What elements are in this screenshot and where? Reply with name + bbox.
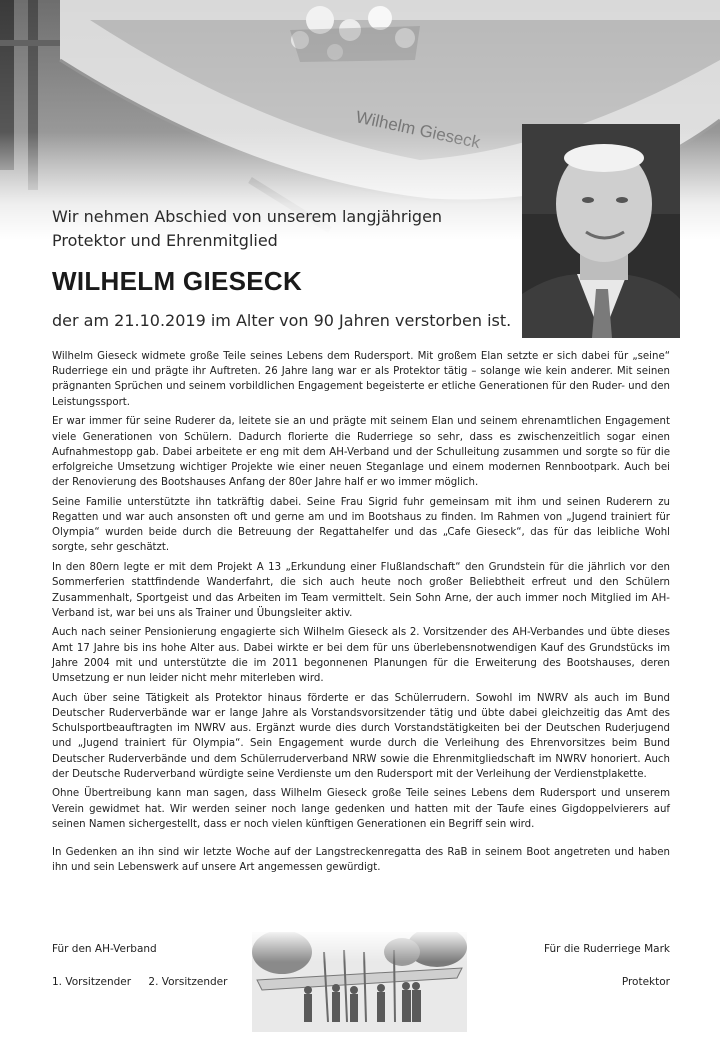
obituary-text	[52, 349, 670, 880]
signature-role: 2. Vorsitzender	[148, 976, 228, 988]
signature-org-right: Für die Ruderriege Mark	[544, 943, 670, 955]
intro-line: Wir nehmen Abschied von unserem langjährigen	[52, 207, 443, 226]
crew-photo	[252, 932, 467, 1032]
death-notice-line: der am 21.10.2019 im Alter von 90 Jahren verstorben ist.	[52, 311, 512, 330]
signature-org-left: Für den AH-Verband	[52, 943, 157, 955]
paragraph: Ohne Übertreibung kann man sagen, dass Wilhelm Gieseck große Teile seines Lebens dem Rudersport und unserem Verein gewidmet hat. Wir werden seiner noch lange gedenken und hatten mit der Taufe eines Gigdoppelvierers auf seinen Namen sichergestellt, dass er noch vielen künftigen Generationen ein Begriff sein wird.	[52, 788, 670, 830]
paragraph: Auch über seine Tätigkeit als Protektor hinaus förderte er das Schülerrudern. Sowohl im NWRV als auch im Bund Deutscher Ruderverbände war er lange Jahre als Vorstandsvorsitzender tätig und übte dabei gleichzeitig das Amt des Schulsportbeauftragten im NWRV aus. Ergänzt wurde dies durch Vorstandstätigkeiten bei der Deutschen Ruderjugend und „Jugend trainiert für Olympia“. Sein Engagement wurde durch die Verleihung des Ehrenvorsitzes beim Bund Deutscher Ruderverbände und dem Schülerruderverband NRW sowie die Ehrenmitgliedschaft im NWRV honoriert. Auch der Deutsche Ruderverband würdigte seine Verdienste um den Rudersport mit der Verleihung der Verdienstplakette.	[52, 692, 670, 780]
paragraph: Auch nach seiner Pensionierung engagierte sich Wilhelm Gieseck als 2. Vorsitzender des AH-Verbandes und übte dieses Amt 17 Jahre bis ins hohe Alter aus. Dabei wirkte er bei dem für uns überlebensnotwendigen Kauf des Grundstücks im Jahre 2004 mit und unterstützte die im 2011 begonnenen Planungen für die Erweiterung des Bootshauses, deren Umsetzung er nun leider nicht mehr miterleben wird.	[52, 627, 670, 685]
paragraph: Er war immer für seine Ruderer da, leitete sie an und prägte mit seinem Elan und seinem ehrenamtlichen Engagement viele Generationen von Schülern. Dadurch florierte die Ruderriege so sehr, dass es zwischenzeitlich sogar einen Aufnahmestopp gab. Dabei arbeitete er eng mit dem AH-Verband und der Schulleitung zusammen und sorgte so für die erfolgreiche Umsetzung wichtiger Projekte wie einer neuen Steganlage und einem modernen Rennbootpark. Auch bei der Renovierung des Bootshauses Anfang der 80er Jahre half er wo immer möglich.	[52, 416, 670, 489]
deceased-name: WILHELM GIESECK	[52, 266, 303, 296]
signature-role-right: Protektor	[621, 976, 670, 988]
paragraph: Wilhelm Gieseck widmete große Teile seines Lebens dem Rudersport. Mit großem Elan setzte er sich dabei für „seine“ Ruderriege ein und prägte ihr Auftreten. 26 Jahre lang war er als Protektor tätig – solange wie kein anderer. Mit seinen prägnanten Sprüchen und seinem vorbildlichen Engagement begeisterte er etliche Generationen für den Ruder- und den Leistungssport.	[52, 351, 670, 408]
paragraph: Seine Familie unterstützte ihn tatkräftig dabei. Seine Frau Sigrid fuhr gemeinsam mit ihm und seinen Ruderern zu Regatten und war auch ansonsten oft und gerne am und im Bootshaus zu finden. Im Rahmen von „Jugend trainiert für Olympia“ wurden beide durch die Betreuung der Regattahelfer und das „Cafe Gieseck“, das für das leibliche Wohl sorgte, sehr geschätzt.	[52, 496, 670, 554]
portrait-photo	[522, 124, 680, 338]
paragraph: In Gedenken an ihn sind wir letzte Woche auf der Langstreckenregatta des RaB in seinem Boot angetreten und haben ihn und sein Lebenswerk auf unsere Art angemessen gewürdigt.	[52, 847, 670, 874]
intro-line: Protektor und Ehrenmitglied	[52, 231, 278, 250]
signature-roles-left	[52, 976, 241, 988]
signature-role: 1. Vorsitzender	[52, 976, 132, 988]
intro	[52, 205, 512, 253]
paragraph: In den 80ern legte er mit dem Projekt A 13 „Erkundung einer Flußlandschaft“ den Grundstein für die jährlich vor den Sommerferien stattfindende Wanderfahrt, die sich auch heute noch großer Beliebtheit erfreut und den Schülern Zusammenhalt, Sportgeist und das Arbeiten im Team vermittelt. Sein Sohn Arne, der auch immer noch Mitglied im AH-Verband ist, war bei uns als Trainer und Übungsleiter aktiv.	[52, 562, 670, 619]
